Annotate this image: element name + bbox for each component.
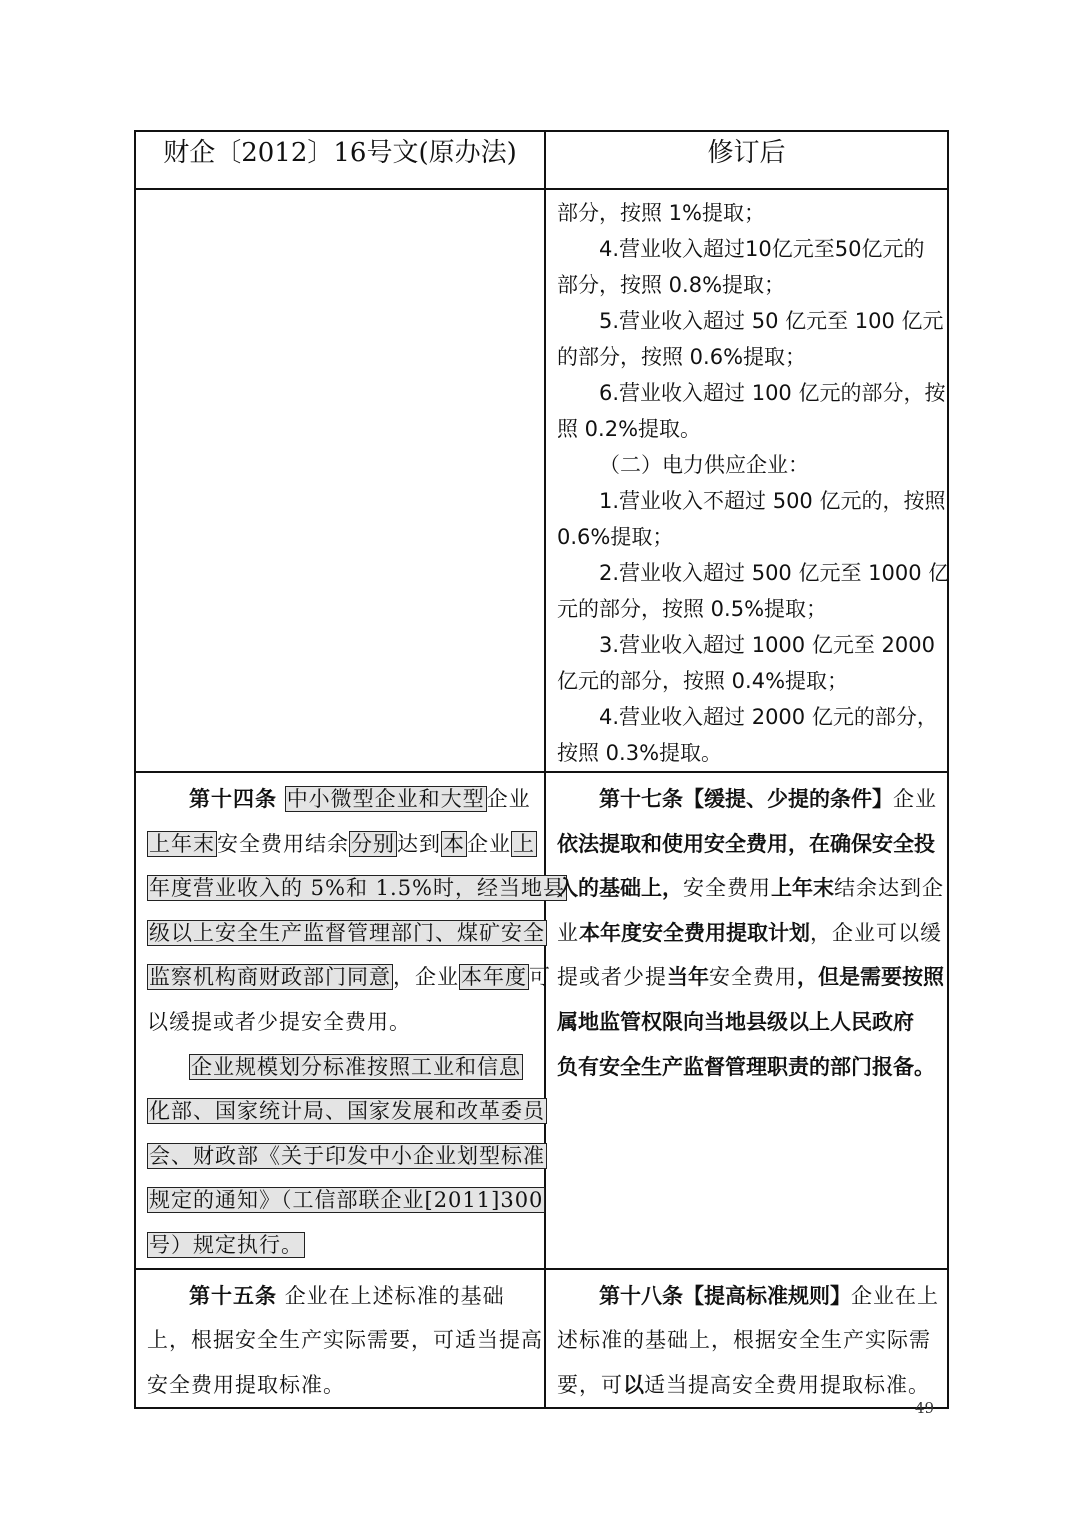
text-span: 企业在上述标准的基础 (284, 1283, 505, 1308)
highlighted-text: 号）规定执行。 (149, 1232, 303, 1257)
highlighted-text: 规定的通知》（工信部联企业[2011]300 (149, 1188, 544, 1213)
text-line: 6.营业收入超过 100 亿元的部分，按 (599, 381, 946, 405)
text-line: 元的部分，按照 0.5%提取； (557, 597, 828, 621)
text-span: 上年末 (771, 876, 834, 901)
text-span: 提或者少提 (557, 965, 667, 990)
text-span: 可 (529, 965, 551, 990)
article-number: 第十五条 (189, 1282, 277, 1308)
text-span: 以 (623, 1372, 644, 1397)
text-line: 的部分，按照 0.6%提取； (557, 345, 807, 369)
highlighted-text: 企业规模划分标准按照工业和信息 (191, 1054, 521, 1079)
highlighted-text: 中小微型企业和大型 (286, 787, 485, 811)
header-revised: 修订后 (545, 131, 948, 189)
text-span: 企业 (467, 831, 511, 856)
article-title: 第十七条【缓提、少提的条件】 (599, 787, 893, 811)
header-original: 财企〔2012〕16号文(原办法) (135, 131, 545, 189)
text-line: 亿元的部分，按照 0.4%提取； (557, 669, 849, 693)
page-number: 49 (915, 1399, 935, 1417)
highlighted-text: 会、财政部《关于印发中小企业划型标准 (149, 1143, 545, 1168)
text-line: 部分，按照 0.8%提取； (557, 273, 786, 297)
highlighted-text: 化部、国家统计局、国家发展和改革委员 (149, 1099, 545, 1124)
text-span: 本年度安全费用提取计划 (579, 920, 810, 945)
text-span: ，企业 (393, 965, 459, 990)
text-span: 安全费用 (683, 876, 771, 901)
text-line: 部分，按照 1%提取； (557, 201, 765, 225)
comparison-table (134, 130, 949, 1409)
highlighted-text: 上年末 (149, 831, 215, 856)
highlighted-text: 年度营业收入的 5%和 1.5%时，经当地县 (149, 876, 566, 901)
text-span: 企业 (893, 787, 937, 811)
text-span: 入的基础上， (557, 876, 683, 901)
text-line: 3.营业收入超过 1000 亿元至 2000 (599, 633, 935, 657)
text-line: 上，根据安全生产实际需要，可适当提高 (147, 1328, 543, 1353)
revised-cell-continuation (545, 189, 948, 772)
highlighted-text: 上 (513, 831, 535, 856)
table-row (135, 1269, 948, 1409)
highlighted-text: 监察机构商财政部门同意 (149, 965, 391, 990)
table-row (135, 189, 948, 772)
text-line: 负有安全生产监督管理职责的部门报备。 (557, 1054, 935, 1079)
text-line: 0.6%提取； (557, 525, 674, 549)
text-line: 1.营业收入不超过 500 亿元的，按照 (599, 489, 946, 513)
text-span: 当年 (667, 965, 709, 990)
table-header-row (135, 131, 948, 189)
text-span: 企业 (486, 787, 531, 811)
text-line: 述标准的基础上，根据安全生产实际需 (557, 1328, 931, 1353)
text-span: 达到 (397, 831, 441, 856)
highlighted-text: 分别 (351, 831, 395, 856)
text-span: 要，可 (557, 1372, 623, 1397)
text-line: 2.营业收入超过 500 亿元至 1000 亿 (599, 561, 950, 585)
original-cell-empty (135, 189, 545, 772)
text-line: （二）电力供应企业： (599, 453, 809, 477)
text-line: 以缓提或者少提安全费用。 (147, 1009, 411, 1034)
text-line: 5.营业收入超过 50 亿元至 100 亿元 (599, 309, 944, 333)
text-span: 安全费用结余 (217, 831, 349, 856)
revised-article-17 (545, 772, 948, 1269)
text-span: ，但是需要按照 (797, 965, 944, 990)
table-row (135, 772, 948, 1269)
article-title: 第十八条【提高标准规则】 (599, 1283, 851, 1308)
highlighted-text: 本 (443, 831, 465, 856)
text-line: 依法提取和使用安全费用，在确保安全投 (557, 831, 935, 856)
highlighted-text: 本年度 (461, 965, 527, 990)
original-article-15 (135, 1269, 545, 1409)
highlighted-text: 级以上安全生产监督管理部门、煤矿安全 (149, 920, 545, 945)
text-span: 安全费用 (709, 965, 797, 990)
text-line: 4.营业收入超过10亿元至50亿元的 (599, 237, 925, 261)
text-line: 按照 0.3%提取。 (557, 741, 723, 765)
text-span: 业 (557, 920, 579, 945)
text-span: 适当提高安全费用提取标准。 (644, 1372, 930, 1397)
text-span: 结余达到企 (834, 876, 944, 901)
article-number: 第十四条 (189, 786, 277, 811)
revised-article-18 (545, 1269, 948, 1409)
text-line: 照 0.2%提取。 (557, 417, 702, 441)
text-span: ，企业可以缓 (810, 920, 942, 945)
text-span: 企业在上 (851, 1283, 939, 1308)
original-article-14 (135, 772, 566, 1269)
text-line: 安全费用提取标准。 (147, 1372, 345, 1397)
text-line: 4.营业收入超过 2000 亿元的部分， (599, 705, 938, 729)
text-line: 属地监管权限向当地县级以上人民政府 (557, 1009, 914, 1034)
